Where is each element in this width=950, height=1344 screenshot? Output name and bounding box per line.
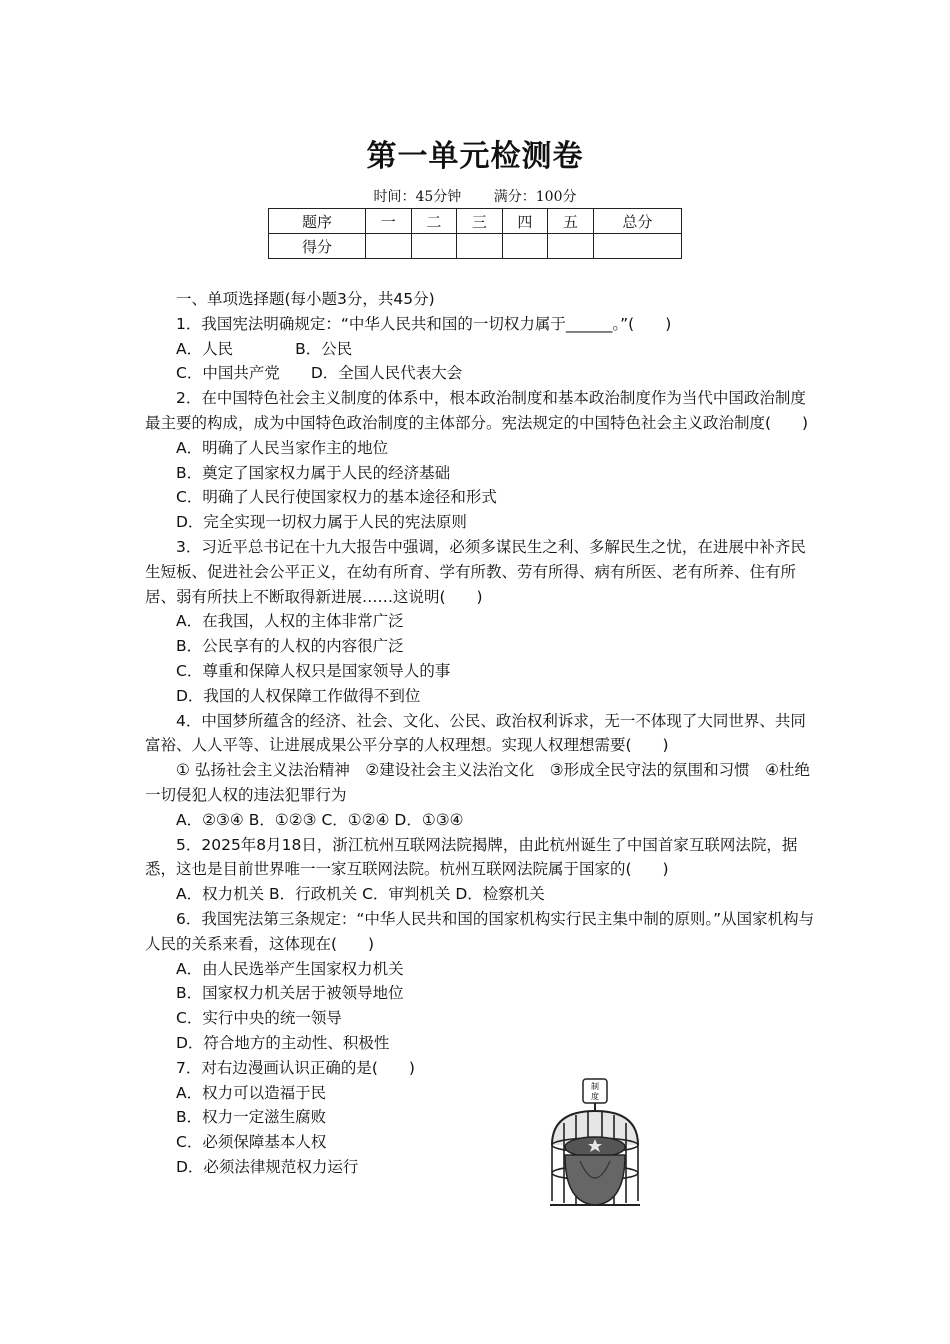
- score-table-cell: 总分: [593, 209, 681, 234]
- score-table-header-row: [269, 209, 682, 234]
- question-stem: 5．2025年8月18日，浙江杭州互联网法院揭牌，由此杭州诞生了中国首家互联网法院，据悉，这也是目前世界唯一一家互联网法院。杭州互联网法院属于国家的( ): [145, 835, 798, 879]
- option-line: A．权力可以造福于民: [176, 1083, 327, 1102]
- option-line: D．必须法律规范权力运行: [176, 1157, 359, 1176]
- score-table-cell: 题序: [269, 209, 366, 234]
- score-table-cell: 二: [411, 209, 457, 234]
- option-line: B．奠定了国家权力属于人民的经济基础: [176, 463, 451, 482]
- exam-meta: [0, 186, 950, 206]
- score-table: [268, 208, 682, 259]
- option-line: A．人民 B．公民: [176, 339, 353, 358]
- full-score: 满分：100分: [493, 189, 577, 205]
- score-table-cell: 五: [548, 209, 594, 234]
- question-list: [145, 287, 817, 1180]
- option-line: A．②③④ B．①②③ C．①②④ D．①③④: [176, 810, 464, 829]
- question-stem: 7．对右边漫画认识正确的是( ): [176, 1058, 415, 1077]
- option-line: A．由人民选举产生国家权力机关: [176, 959, 404, 978]
- question-stem: 1．我国宪法明确规定：“中华人民共和国的一切权力属于______。”( ): [176, 314, 672, 333]
- question-stem: 2．在中国特色社会主义制度的体系中，根本政治制度和基本政治制度作为当代中国政治制度最主要的构成，成为中国特色政治制度的主体部分。宪法规定的中国特色社会主义政治制度( ): [145, 389, 809, 432]
- option-line: C．中国共产党 D．全国人民代表大会: [176, 364, 463, 383]
- option-line: A．在我国，人权的主体非常广泛: [176, 612, 404, 631]
- option-line: B．国家权力机关居于被领导地位: [176, 984, 404, 1003]
- score-table-cell: 得分: [269, 234, 366, 259]
- score-table-cell: 一: [366, 209, 412, 234]
- score-table-cell: 三: [457, 209, 503, 234]
- option-line: C．必须保障基本人权: [176, 1133, 327, 1152]
- score-input-cell[interactable]: [593, 234, 681, 259]
- section-heading: 一、单项选择题(每小题3分，共45分): [176, 290, 435, 308]
- option-line: C．尊重和保障人权只是国家领导人的事: [176, 661, 451, 680]
- score-table-cell: 四: [502, 209, 548, 234]
- statement-list: ① 弘扬社会主义法治精神 ②建设社会主义法治文化 ③形成全民守法的氛围和习惯 ④杜绝一切侵犯人权的违法犯罪行为: [145, 761, 811, 804]
- option-line: D．完全实现一切权力属于人民的宪法原则: [176, 513, 467, 532]
- question-stem: 3．习近平总书记在十九大报告中强调，必须多谋民生之利、多解民生之忧，在进展中补齐民生短板、促进社会公平正义，在幼有所育、学有所教、劳有所得、病有所医、老有所养、住有所居、弱有所扶上不断取得新进展……这说明( ): [145, 537, 806, 606]
- option-line: A．明确了人民当家作主的地位: [176, 438, 389, 457]
- cartoon-label-2: 度: [591, 1092, 599, 1101]
- question-stem: 6．我国宪法第三条规定：“中华人民共和国的国家机构实行民主集中制的原则。”从国家机构与人民的关系来看，这体现在( ): [145, 909, 815, 953]
- option-line: D．符合地方的主动性、积极性: [176, 1033, 390, 1052]
- score-input-cell[interactable]: [457, 234, 503, 259]
- option-line: B．公民享有的人权的内容很广泛: [176, 637, 404, 656]
- time-limit: 时间：45分钟: [373, 189, 462, 205]
- option-line: A．权力机关 B．行政机关 C．审判机关 D．检察机关: [176, 885, 545, 904]
- score-input-cell[interactable]: [366, 234, 412, 259]
- question-stem: 4．中国梦所蕴含的经济、社会、文化、公民、政治权利诉求，无一不体现了大同世界、共同富裕、人人平等、让进展成果公平分享的人权理想。实现人权理想需要( ): [145, 711, 806, 755]
- option-line: D．我国的人权保障工作做得不到位: [176, 686, 421, 705]
- power-cage-cartoon: [540, 1075, 650, 1207]
- score-input-cell[interactable]: [411, 234, 457, 259]
- score-input-cell[interactable]: [548, 234, 594, 259]
- option-line: B．权力一定滋生腐败: [176, 1108, 327, 1127]
- option-line: C．实行中央的统一领导: [176, 1009, 342, 1028]
- score-input-cell[interactable]: [502, 234, 548, 259]
- option-line: C．明确了人民行使国家权力的基本途径和形式: [176, 488, 497, 507]
- score-table-score-row: [269, 234, 682, 259]
- cartoon-label-1: 制: [591, 1082, 599, 1091]
- page-title: 第一单元检测卷: [366, 139, 584, 174]
